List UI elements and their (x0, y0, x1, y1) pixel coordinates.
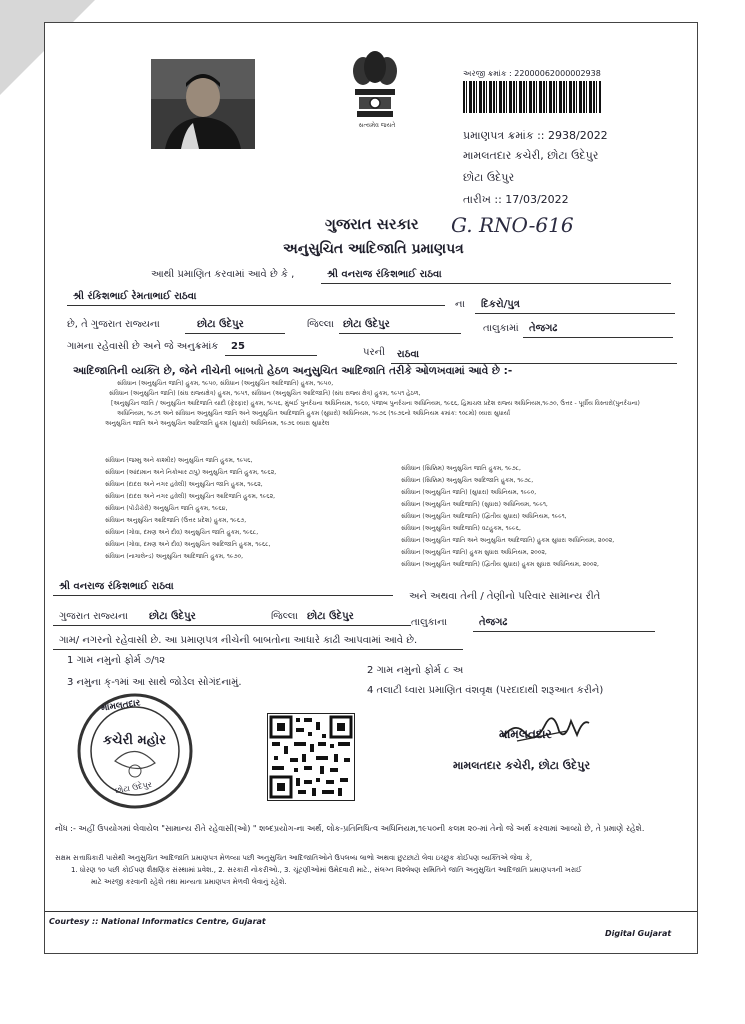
person-name: શ્રી વનરાજ રંકિશભાઈ રાઠવા (327, 269, 442, 280)
order-left-item: સંવિધાન (જમ્મુ અને કાશ્મીર) અનુસુચિત જાતિ હુકમ, ૧૯૫૬, (105, 457, 253, 464)
resident-text: ગામના રહેવાસી છે અને જે અનુક્રમાંક (67, 341, 219, 352)
family-text: અને અથવા તેની / તેણીનો પરિવાર સામાન્ય રીતે (409, 591, 601, 602)
barcode (463, 81, 601, 113)
qr-code (267, 713, 355, 801)
father-name: શ્રી રંકિશભાઈ રેમતાભાઈ રાઠવા (73, 291, 197, 302)
certificate-title: અનુસુચિત આદિજાતિ પ્રમાણપત્ર (283, 241, 464, 257)
order-left-item: સંવિધાન (નાગાલેન્ડ) અનુસુચિત આદિજાતિ હુકમ, ૧૯૭૦, (105, 553, 244, 560)
order-line: સંવિધાન (અનુસુચિત જાતિ) હુકમ, ૧૯૫૦, સંવિધાન (અનુસુચિત આદિજાતિ) હુકમ, ૧૯૫૦, (117, 380, 334, 387)
digital-gujarat-text: Digital Gujarat (605, 929, 672, 938)
order-right-item: સંવિધાન (અનુસુચિત જાતિ અને અનુસુચિત આદિજાતિ) હુકમ સુધારા અધિનિયમ, ૨૦૦૨, (401, 537, 615, 544)
government-title: ગુજરાત સરકાર (325, 215, 419, 233)
document-item: 3 નમુના ક્-૧માં આ સાથે જોડેલ સોગંદનામું. (67, 677, 242, 688)
taluka-label: તાલુકામાં (483, 323, 519, 334)
upon-text: પરની (363, 347, 385, 358)
footer-line-1: 1. ધોરણ ૧૦ પછી કોઈપણ શૈક્ષણિક સંસ્થામાં પ્રવેશ., 2. સરકારી નોકરીઓ., 3. ચૂંટણીઓમાં ઉમેદવારી માટે., સંલગ્ન વિશ્લેષણ સમિતિને જાતિ અનુસુચિત આદિજાતિ પ્રમાણપત્રની ખરાઈ (71, 866, 582, 874)
office-place: છોટા ઉદેપુર (463, 171, 515, 184)
order-left-item: સંવિધાન (આંદામાન અને નિકોબાર ટાપુ) અનુસુચિત જાતિ હુકમ, ૧૯૬૨, (105, 469, 277, 476)
stamp-middle-text: કચેરી મહોર (103, 733, 166, 748)
residence-taluka-label: તાલુકાના (411, 617, 448, 628)
order-right-item: સંવિધાન (અનુસુચિત જાતિ) હુકમ સુધારા અધિનિયમ, ૨૦૦૨, (401, 549, 547, 556)
taluka-value: તેજગઢ (529, 323, 558, 334)
order-right-item: સંવિધાન (અનુસુચિત જાતિ) (સુધારા) અધિનિયમ, ૧૯૯૦, (401, 489, 537, 496)
certify-text: આથી પ્રમાણિત કરવામાં આવે છે કે , (151, 269, 295, 280)
document-item: 1 ગામ નમુનો ફોર્મ ૭/૧૨ (67, 655, 166, 666)
order-line: અનુસુચિત જાતિ અને અનુસુચિત આદિજાતિ હુકમ (સુધારો) અધિનિયમ, ૧૯૭૬ વ્યારા સુધારેલ (105, 420, 330, 427)
state-prefix: છે, તે ગુજરાત રાજ્યના (67, 319, 160, 330)
district-value: છોટા ઉદેપુર (197, 319, 244, 330)
order-left-item: સંવિધાન (પોંડીચેરી) અનુસુચિત જાતિ હુકમ, ૧૯૬૪, (105, 505, 228, 512)
stamp-bottom-text: છોટા ઉદેપુર (114, 779, 153, 796)
order-right-item: સંવિધાન (અનુસુચિત આદિજાતિ) વટહુકમ, ૧૯૯૬, (401, 525, 521, 532)
order-left-item: સંવિધાન અનુસુચિત આદિજાતિ (ઉત્તર પ્રદેશ) હુકમ, ૧૯૬૭, (105, 517, 247, 524)
national-emblem-icon (345, 49, 405, 129)
footer-intro: સક્ષમ સત્તાધિકારી પાસેથી અનુસુચિત આદિજાતિ પ્રમાણપત્ર મેળવ્યા પછી અનુસુચિત આદિજાતિઓને ઉપલબ્ધ લાભો અથવા છુટછાટો લેવા ઇચ્છુક કોઈપણ વ્યક્તિએ જેવા કે, (55, 854, 533, 862)
tribe-name: રાઠવા (397, 349, 420, 360)
footer-line-2: માટે અરજી કરવાની રહેશે તથા માન્યતા પ્રમાણપત્ર મેળવી લેવાનું રહેશે. (91, 878, 287, 886)
na-label: ના (455, 299, 465, 310)
order-line: [અનુસુચિત જાતિ / અનુસુચિત આદિજાતિ યાદી (ફેરફાર) હુકમ, ૧૯૫૬, મુંબઈ પુનર્રચના અધિનિયમ, ૧૯૬૦, પંજાબ પુનર્રચના અધિનિયમ, ૧૯૬૬, હિમાચલ પ્રદેશ રાજ્ય અધિનિયમ,૧૯૭૦, ઉત્તર - પૂર્વીય વિસ્તારો(પુનર્રચના) (111, 400, 640, 407)
document-item: 2 ગામ નમુનો ફોર્મ ૮ અ (367, 665, 464, 676)
orders-left-list (105, 455, 365, 563)
handwritten-reference: G. RNO-616 (451, 213, 574, 237)
resident-name: શ્રી વનરાજ રંકિશભાઈ રાઠવા (59, 581, 174, 592)
issue-date: તારીખ :: 17/03/2022 (463, 193, 569, 206)
relation: દિકરો/પુત્ર (481, 299, 520, 310)
order-right-item: સંવિધાન (સિક્કિમ) અનુસુચિત જાતિ હુકમ, ૧૯૭૮, (401, 465, 521, 472)
certificate-page (44, 22, 698, 954)
residence-district-label: જિલ્લા (271, 611, 298, 622)
document-item: 4 તલાટી ધ્વારા પ્રમાણિત વંશવૃક્ષ (પરદાદાથી શરૂઆત કરીને) (367, 685, 604, 696)
orders-block (105, 379, 675, 429)
residence-taluka-value: તેજગઢ (479, 617, 508, 628)
stamp-top-text: મામલતદાર (100, 698, 142, 714)
order-left-item: સંવિધાન (દાદરા અને નગર હવેલી) અનુસુચિત આદિજાતિ હુકમ, ૧૯૬૨, (105, 493, 276, 500)
order-left-item: સંવિધાન (દાદરા અને નગર હવેલી) અનુસુચિત જાતિ હુકમ, ૧૯૬૨, (105, 481, 263, 488)
district-value-2: છોટા ઉદેપુર (343, 319, 390, 330)
residence-district-value: છોટા ઉદેપુર (149, 611, 196, 622)
order-right-item: સંવિધાન (અનુસુચિત આદિજાતિ) (દ્વિતીય સુધારા) અધિનિયમ, ૧૯૯૧, (401, 513, 567, 520)
serial-number: 25 (231, 341, 245, 352)
issuing-office: મામલતદાર કચેરી, છોટા ઉદેપુર (463, 149, 599, 162)
residence-state-prefix: ગુજરાત રાજ્યના (59, 611, 128, 622)
note-text: નોંધ :- અહીં ઉપયોગમાં લેવાયેલ "સામાન્ય રીતે રહેવાસી(ઓ) " શબ્દપ્રયોગ-ના અર્થ, લોક-પ્રતિનિધિત્વ અધિનિયમ,૧૯૫૦ની કલમ ૨૦-માં તેનો જે અર્થ કરવામાં આવ્યો છે, તે પ્રમાણે રહેશે. (55, 824, 645, 833)
emblem-motto: સત્યમેવ જયતે (358, 122, 396, 129)
orders-right-list (401, 463, 681, 571)
certificate-number: પ્રમાણપત્ર ક્રમાંક :: 2938/2022 (463, 129, 608, 142)
order-right-item: સંવિધાન (અનુસુચિત આદિજાતિ) (દ્વિતીય સુધારા) હુકમ સુધારા અધિનિયમ, ૨૦૦૨, (401, 561, 599, 568)
order-right-item: સંવિધાન (અનુસુચિત આદિજાતિ) (સુધારા) અધિનિયમ, ૧૯૯૧, (401, 501, 548, 508)
order-line: સંવિધાન (અનુસુચિત જાતિ) (સંઘ રાજ્યક્ષેત્ર) હુકમ, ૧૯૫૧, સંવિધાન (અનુસુચિત આદિજાતિ) (સંઘ રાજ્ય ક્ષેત્ર) હુકમ, ૧૯૫૧ હેઠળ, (109, 390, 421, 397)
application-number: અરજી ક્રમાંક : 22000062000002938 (463, 69, 601, 78)
signatory-title: મામલતદાર (499, 727, 552, 741)
district-label: જિલ્લા (307, 319, 334, 330)
residence-district-value-2: છોટા ઉદેપુર (307, 611, 354, 622)
order-left-item: સંવિધાન (ગોવા, દમણ અને દીવ) અનુસુચિત જાતિ હુકમ, ૧૯૬૮, (105, 529, 259, 536)
order-line: અધિનિયમ, ૧૯૭૧ અને સંવિધાન અનુસુચિત જાતિ અને અનુસુચિત આદિજાતિ હુકમ (સુધારો) અધિનિયમ, ૧૯૭૬ (૧૯૭૬નો અધિનિયમ ક્રમાંક: ૧૦૮મો) વ્યારા સુધાર્યા (117, 410, 511, 417)
recognized-text: આદિજાતિની વ્યક્તિ છે, જેને નીચેની બાબતો હેઠળ અનુસુચિત આદિજાતિ તરીકે ઓળખવામાં આવે છે :- (73, 365, 513, 377)
village-text: ગામ/ નગરનો રહેવાસી છે. આ પ્રમાણપત્ર નીચેની બાબતોના આધારે કાઢી આપવામાં આવે છે. (59, 635, 418, 646)
applicant-photo (151, 59, 255, 149)
signatory-office: મામલતદાર કચેરી, છોટા ઉદેપુર (453, 759, 591, 772)
order-right-item: સંવિધાન (સિક્કિમ) અનુસુચિત આદિજાતિ હુકમ, ૧૯૭૮, (401, 477, 534, 484)
courtesy-text: Courtesy :: National Informatics Centre, Gujarat (49, 917, 266, 926)
order-left-item: સંવિધાન (ગોવા, દમણ અને દીવ) અનુસુચિત આદિજાતિ હુકમ, ૧૯૬૮, (105, 541, 271, 548)
